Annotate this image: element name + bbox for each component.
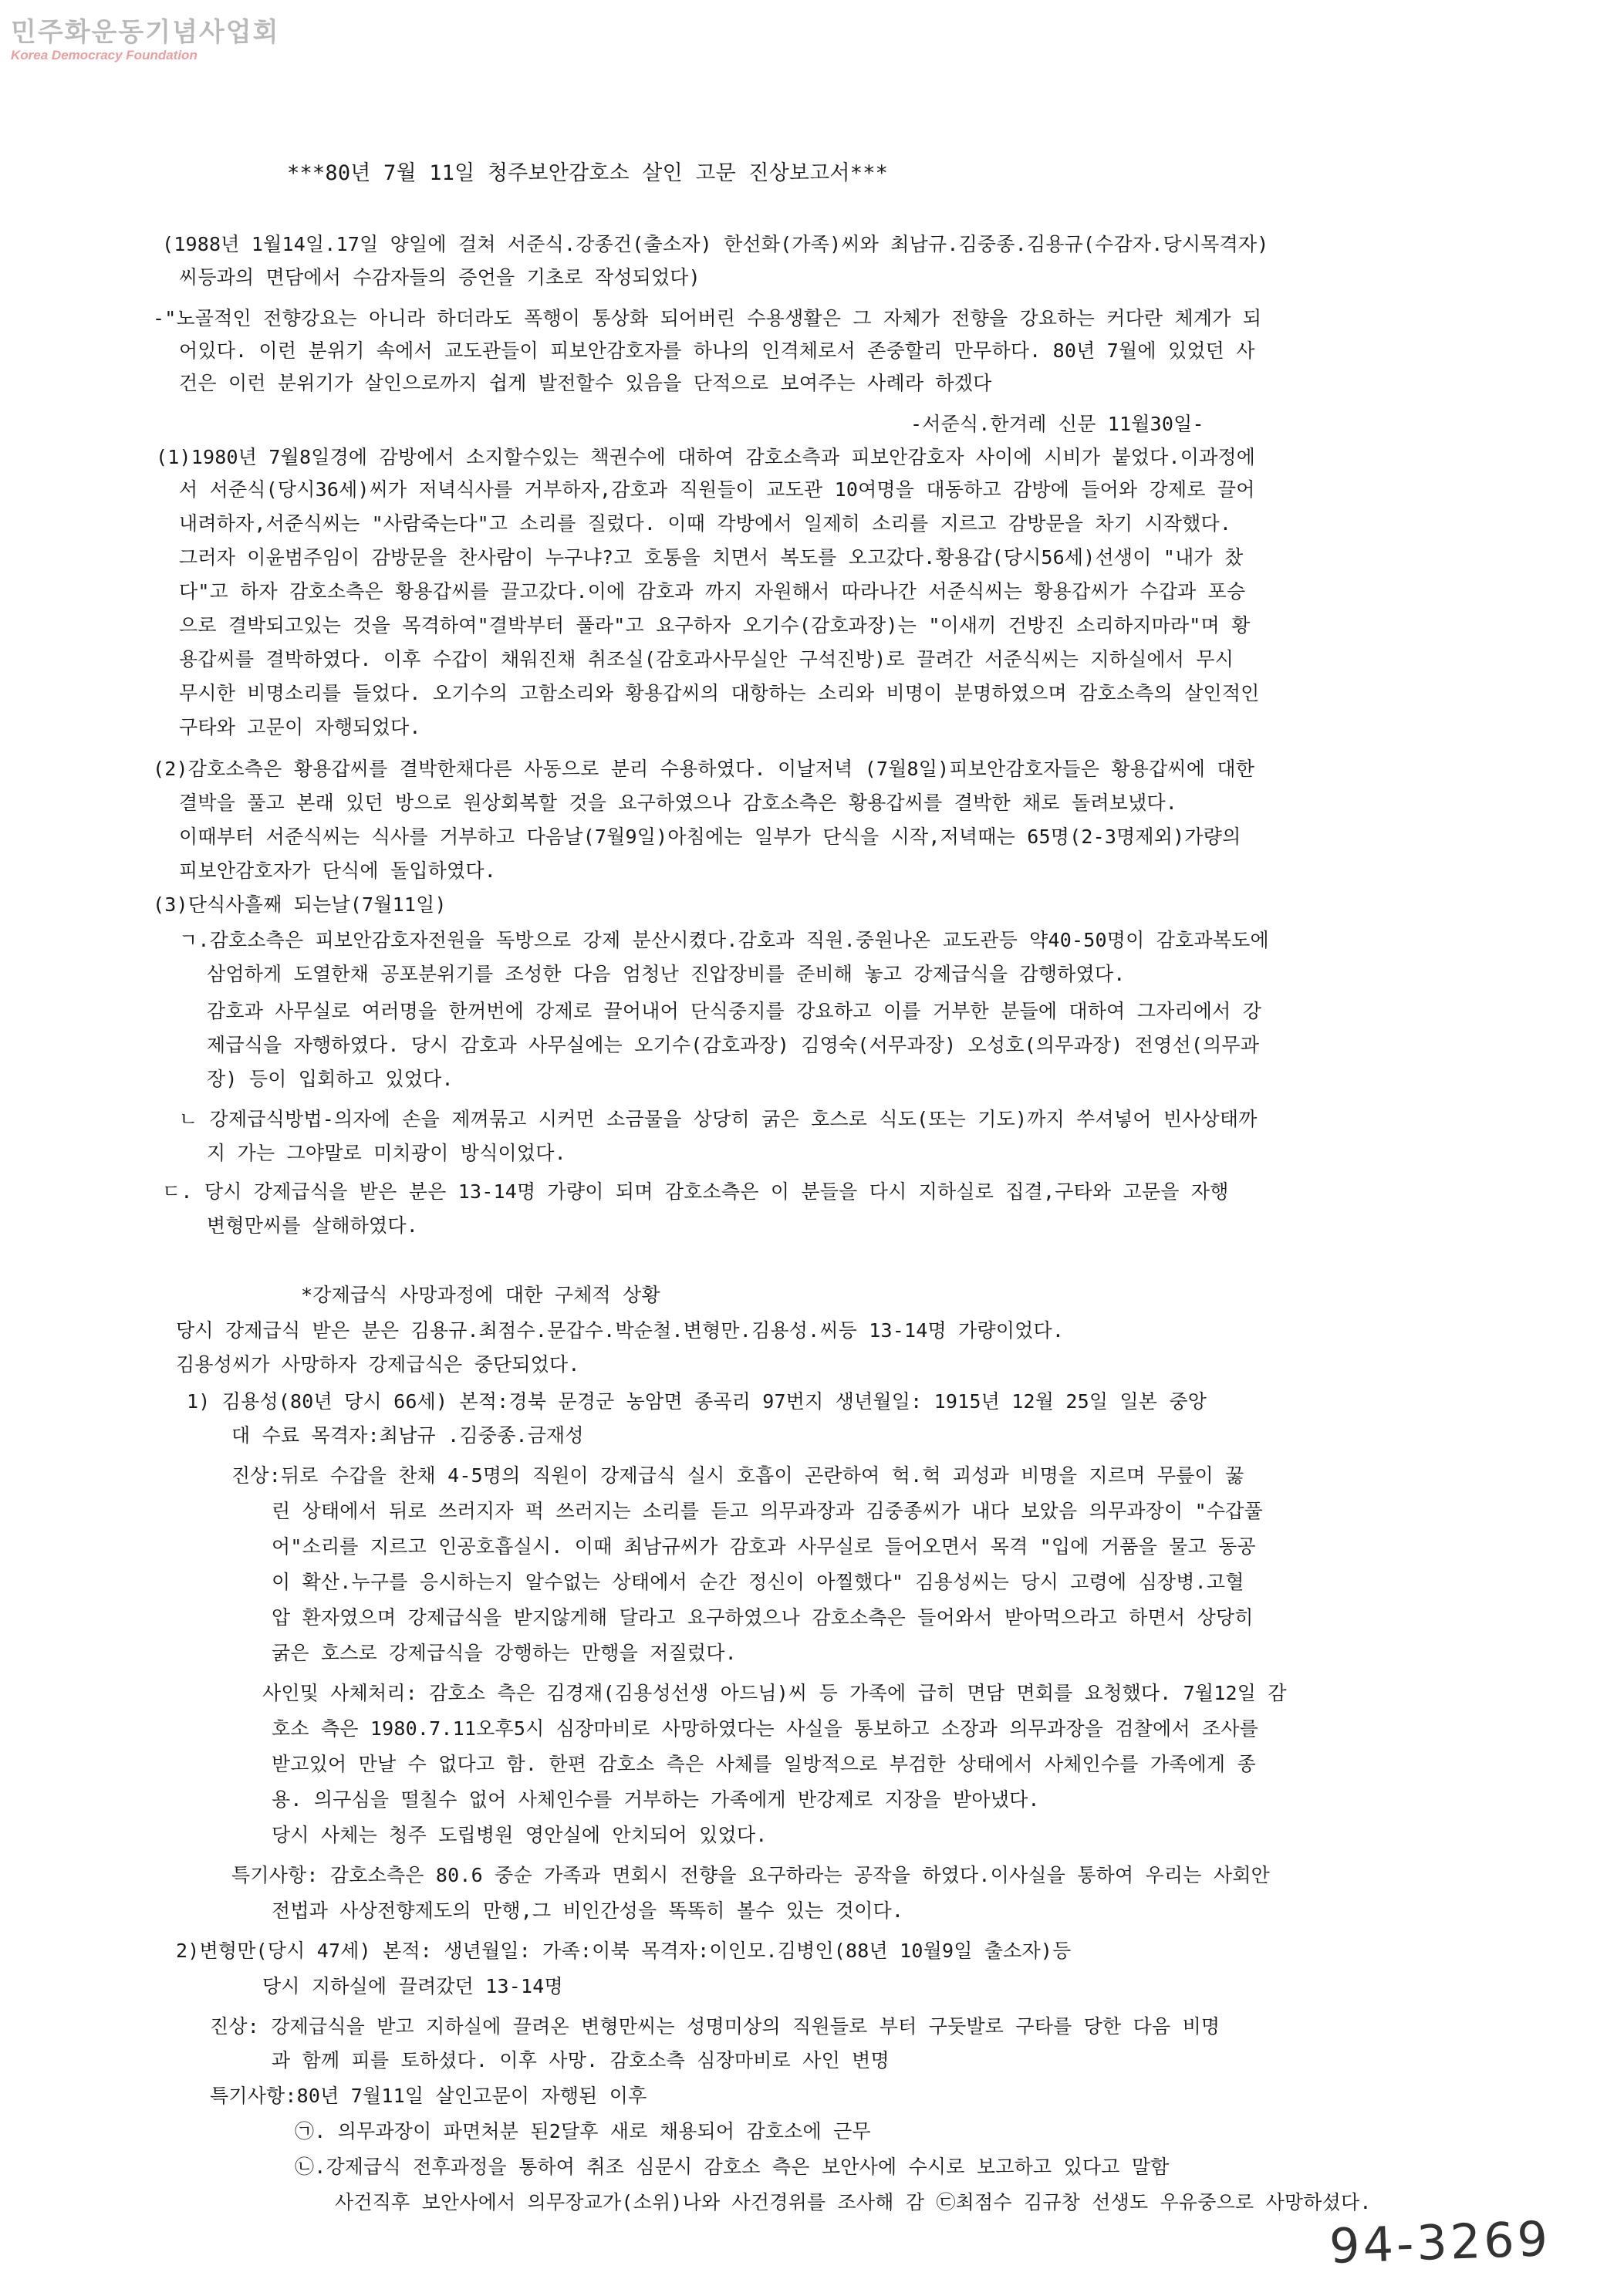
list-item: 제급식을 자행하였다. 당시 감호과 사무실에는 오기수(감호과장) 김영숙(서무과장) 오성호(의무과장) 전영선(의무과: [207, 1034, 1260, 1056]
case-line: 2)변형만(당시 47세) 본적: 생년월일: 가족:이북 목격자:이인모.김병인(88년 10월9일 출소자)등: [176, 1940, 1072, 1962]
case-line: 받고있어 만날 수 없다고 함. 한편 감호소 측은 사체를 일방적으로 부검한 상태에서 사체인수를 가족에게 종: [272, 1753, 1256, 1775]
list-item: ㄱ.감호소측은 피보안감호자전원을 독방으로 강제 분산시켰다.감호과 직원.중원나온 교도관등 약40-50명이 감호과복도에: [179, 929, 1269, 951]
case-line: 호소 측은 1980.7.11오후5시 심장마비로 사망하였다는 사실을 통보하고 소장과 의무과장을 검찰에서 조사를: [272, 1717, 1259, 1740]
section-heading: *강제급식 사망과정에 대한 구체적 상황: [301, 1284, 660, 1306]
case-line: ㉡.강제급식 전후과정을 통하여 취조 심문시 감호소 측은 보안사에 수시로 보고하고 있다고 말함: [295, 2156, 1170, 2178]
case-line: ㉠. 의무과장이 파면처분 된2달후 새로 채용되어 감호소에 근무: [295, 2120, 871, 2142]
document-title: ***80년 7월 11일 청주보안감호소 살인 고문 진상보고서***: [287, 161, 889, 185]
handwritten-document-number: 94-3269: [1328, 2210, 1552, 2274]
quote-line: 건은 이런 분위기가 살인으로까지 쉽게 발전할수 있음을 단적으로 보여주는 사례라 하겠다: [179, 372, 992, 394]
paragraph-line: 용갑씨를 결박하였다. 이후 수갑이 채워진채 취조실(감호과사무실안 구석진방)로 끌려간 서준식씨는 지하실에서 무시: [179, 648, 1234, 670]
case-line: 굵은 호스로 강제급식을 강행하는 만행을 저질렀다.: [272, 1642, 737, 1664]
paragraph-line: 김용성씨가 사망하자 강제급식은 중단되었다.: [176, 1353, 580, 1376]
paragraph-line: (1)1980년 7월8일경에 감방에서 소지할수있는 책권수에 대하여 감호소측과 피보안감호자 사이에 시비가 붙었다.이과정에: [156, 446, 1256, 468]
paragraph-line: 무시한 비명소리를 들었다. 오기수의 고함소리와 황용갑씨의 대항하는 소리와 비명이 분명하였으며 감호소측의 살인적인: [179, 682, 1260, 704]
list-item: 삼엄하게 도열한채 공포분위기를 조성한 다음 엄청난 진압장비를 준비해 놓고 강제급식을 감행하였다.: [207, 963, 1126, 985]
case-line: 특기사항:80년 7월11일 살인고문이 자행된 이후: [210, 2085, 647, 2107]
list-item: 장) 등이 입회하고 있었다.: [207, 1068, 454, 1090]
case-line: 진상:뒤로 수갑을 찬채 4-5명의 직원이 강제급식 실시 호흡이 곤란하여 헉.헉 괴성과 비명을 지르며 무릎이 꿇: [231, 1464, 1244, 1487]
intro-line: 씨등과의 면담에서 수감자들의 증언을 기초로 작성되었다): [179, 266, 701, 289]
list-item: 지 가는 그야말로 미치광이 방식이었다.: [207, 1142, 566, 1164]
case-line: 린 상태에서 뒤로 쓰러지자 퍽 쓰러지는 소리를 듣고 의무과장과 김중종씨가 내다 보았음 의무과장이 "수갑풀: [272, 1500, 1263, 1522]
paragraph-line: 당시 강제급식 받은 분은 김용규.최점수.문갑수.박순철.변형만.김용성.씨등 13-14명 가량이었다.: [176, 1319, 1065, 1342]
case-line: 사건직후 보안사에서 의무장교가(소위)나와 사건경위를 조사해 감 ㉢최점수 김규창 선생도 우유중으로 사망하셨다.: [335, 2191, 1372, 2213]
paragraph-line: 서 서준식(당시36세)씨가 저녁식사를 거부하자,감호과 직원들이 교도관 10여명을 대동하고 감방에 들어와 강제로 끌어: [179, 478, 1255, 501]
paragraph-line: 구타와 고문이 자행되었다.: [179, 716, 421, 738]
case-line: 어"소리를 지르고 인공호흡실시. 이때 최남규씨가 감호과 사무실로 들어오면서 목격 "입에 거품을 물고 동공: [272, 1535, 1256, 1558]
paragraph-line: 내려하자,서준식씨는 "사람죽는다"고 소리를 질렀다. 이때 각방에서 일제히 소리를 지르고 감방문을 차기 시작했다.: [179, 512, 1232, 535]
list-item: ㄷ. 당시 강제급식을 받은 분은 13-14명 가량이 되며 감호소측은 이 분들을 다시 지하실로 집결,구타와 고문을 자행: [162, 1180, 1229, 1203]
paragraph-line: 피보안감호자가 단식에 돌입하였다.: [179, 859, 497, 882]
case-line: 당시 지하실에 끌려갔던 13-14명: [262, 1975, 563, 1997]
case-line: 용. 의구심을 떨칠수 없어 사체인수를 거부하는 가족에게 반강제로 지장을 받아냈다.: [272, 1788, 1040, 1811]
quote-line: 어있다. 이런 분위기 속에서 교도관들이 피보안감호자를 하나의 인격체로서 존중할리 만무하다. 80년 7월에 있었던 사: [179, 339, 1255, 362]
case-line: 특기사항: 감호소측은 80.6 중순 가족과 면회시 전향을 요구하라는 공작을 하였다.이사실을 통하여 우리는 사회안: [231, 1864, 1270, 1886]
case-line: 사인및 사체처리: 감호소 측은 김경재(김용성선생 아드님)씨 등 가족에 급히 면담 면회를 요청했다. 7월12일 감: [262, 1682, 1287, 1704]
paragraph-line: 다"고 하자 감호소측은 황용갑씨를 끌고갔다.이에 감호과 까지 자원해서 따라나간 서준식씨는 황용갑씨가 수갑과 포승: [179, 580, 1246, 603]
case-line: 대 수료 목격자:최남규 .김중종.금재성: [231, 1424, 584, 1447]
case-line: 당시 사체는 청주 도립병원 영안실에 안치되어 있었다.: [272, 1824, 768, 1846]
case-line: 진상: 강제급식을 받고 지하실에 끌려온 변형만씨는 성명미상의 직원들로 부터 구둣발로 구타를 당한 다음 비명: [210, 2015, 1221, 2038]
paragraph-line: (2)감호소측은 황용갑씨를 결박한채다른 사동으로 분리 수용하였다. 이날저녁 (7월8일)피보안감호자들은 황용갑씨에 대한: [153, 758, 1255, 780]
case-line: 이 확산.누구를 응시하는지 알수없는 상태에서 순간 정신이 아찔했다" 김용성씨는 당시 고령에 심장병.고혈: [272, 1571, 1244, 1593]
case-line: 과 함께 피를 토하셨다. 이후 사망. 감호소측 심장마비로 사인 변명: [272, 2049, 890, 2071]
case-line: 1) 김용성(80년 당시 66세) 본적:경북 문경군 농암면 종곡리 97번지 생년월일: 1915년 12월 25일 일본 중앙: [187, 1390, 1207, 1413]
foundation-logo-english: Korea Democracy Foundation: [11, 48, 198, 62]
case-line: 압 환자였으며 강제급식을 받지않게해 달라고 요구하였으나 감호소측은 들어와서 받아먹으라고 하면서 상당히: [272, 1606, 1254, 1629]
case-line: 전법과 사상전향제도의 만행,그 비인간성을 똑똑히 볼수 있는 것이다.: [272, 1899, 904, 1922]
foundation-logo-korean: 민주화운동기념사업회: [11, 17, 280, 48]
paragraph-line: 그러자 이윤범주임이 감방문을 찬사람이 누구냐?고 호통을 치면서 복도를 오고갔다.황용갑(당시56세)선생이 "내가 찼: [179, 546, 1244, 569]
quote-line: -"노골적인 전향강요는 아니라 하더라도 폭행이 통상화 되어버린 수용생활은 그 자체가 전향을 강요하는 커다란 체계가 되: [153, 307, 1262, 329]
paragraph-line: 이때부터 서준식씨는 식사를 거부하고 다음날(7월9일)아침에는 일부가 단식을 시작,저녁때는 65명(2-3명제외)가량의: [179, 826, 1241, 848]
paragraph-line: 으로 결박되고있는 것을 목격하여"결박부터 풀라"고 요구하자 오기수(감호과장)는 "이새끼 건방진 소리하지마라"며 황: [179, 614, 1251, 636]
list-item: 변형만씨를 살해하였다.: [207, 1214, 419, 1237]
quote-source: -서준식.한겨레 신문 11월30일-: [910, 413, 1204, 435]
paragraph-line: 결박을 풀고 본래 있던 방으로 원상회복할 것을 요구하였으나 감호소측은 황용갑씨를 결박한 채로 돌려보냈다.: [179, 792, 1178, 814]
intro-line: (1988년 1월14일.17일 양일에 걸쳐 서준식.강종건(출소자) 한선화(가족)씨와 최남규.김중종.김용규(수감자.당시목격자): [162, 233, 1269, 255]
section-heading: (3)단식사흘째 되는날(7월11일): [153, 893, 447, 916]
list-item: 감호과 사무실로 여러명을 한꺼번에 강제로 끌어내어 단식중지를 강요하고 이를 거부한 분들에 대하여 그자리에서 강: [207, 1000, 1262, 1022]
list-item: ㄴ 강제급식방법-의자에 손을 제껴묶고 시커먼 소금물을 상당히 굵은 호스로 식도(또는 기도)까지 쑤셔넣어 빈사상태까: [179, 1108, 1258, 1130]
